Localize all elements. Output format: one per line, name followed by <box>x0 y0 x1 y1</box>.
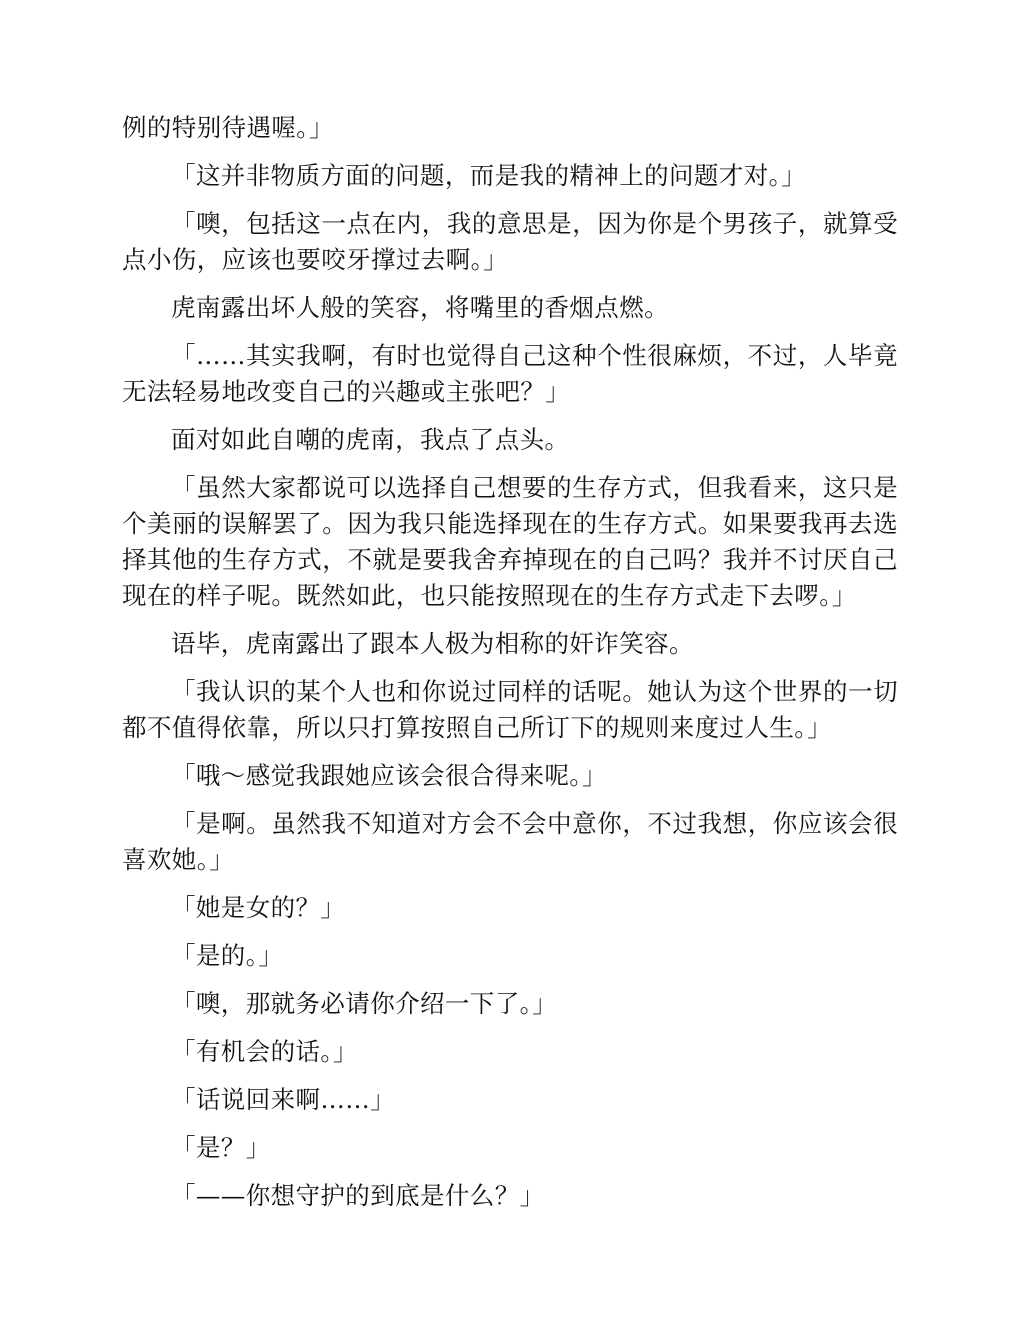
paragraph: 「哦～感觉我跟她应该会很合得来呢。」 <box>171 761 607 790</box>
paragraph: 「这并非物质方面的问题，而是我的精神上的问题才对。」 <box>171 161 807 190</box>
paragraph: 「虽然大家都说可以选择自己想要的生存方式，但我看来，这只是个美丽的误解罢了。因为我只能选择现在的生存方式。如果要我再去选择其他的生存方式，不就是要我舍弃掉现在的自己吗？我并不讨厌自己现在的样子呢。既然如此，也只能按照现在的生存方式走下去啰。」 <box>122 473 898 610</box>
paragraph: 「……其实我啊，有时也觉得自己这种个性很麻烦，不过，人毕竟无法轻易地改变自己的兴趣或主张吧？」 <box>122 341 898 406</box>
paragraph: 虎南露出坏人般的笑容，将嘴里的香烟点燃。 <box>171 293 669 322</box>
paragraph: 「噢，那就务必请你介绍一下了。」 <box>171 989 558 1018</box>
paragraph: 「话说回来啊……」 <box>171 1085 396 1114</box>
paragraph: 「我认识的某个人也和你说过同样的话呢。她认为这个世界的一切都不值得依靠，所以只打算按照自己所订下的规则来度过人生。」 <box>122 677 898 742</box>
paragraph: 「是啊。虽然我不知道对方会不会中意你，不过我想，你应该会很喜欢她。」 <box>122 809 898 874</box>
document-page <box>122 110 898 1226</box>
paragraph: 「是？」 <box>171 1133 271 1162</box>
paragraph: 「噢，包括这一点在内，我的意思是，因为你是个男孩子，就算受点小伤，应该也要咬牙撑过去啊。」 <box>122 209 898 274</box>
paragraph: 「是的。」 <box>171 941 284 970</box>
paragraph: 「有机会的话。」 <box>171 1037 358 1066</box>
paragraph: 例的特别待遇喔。」 <box>122 113 334 142</box>
paragraph: 「她是女的？」 <box>171 893 346 922</box>
paragraph: 面对如此自嘲的虎南，我点了点头。 <box>171 425 570 454</box>
paragraph: 语毕，虎南露出了跟本人极为相称的奸诈笑容。 <box>171 629 694 658</box>
paragraph: 「——你想守护的到底是什么？」 <box>171 1181 545 1210</box>
